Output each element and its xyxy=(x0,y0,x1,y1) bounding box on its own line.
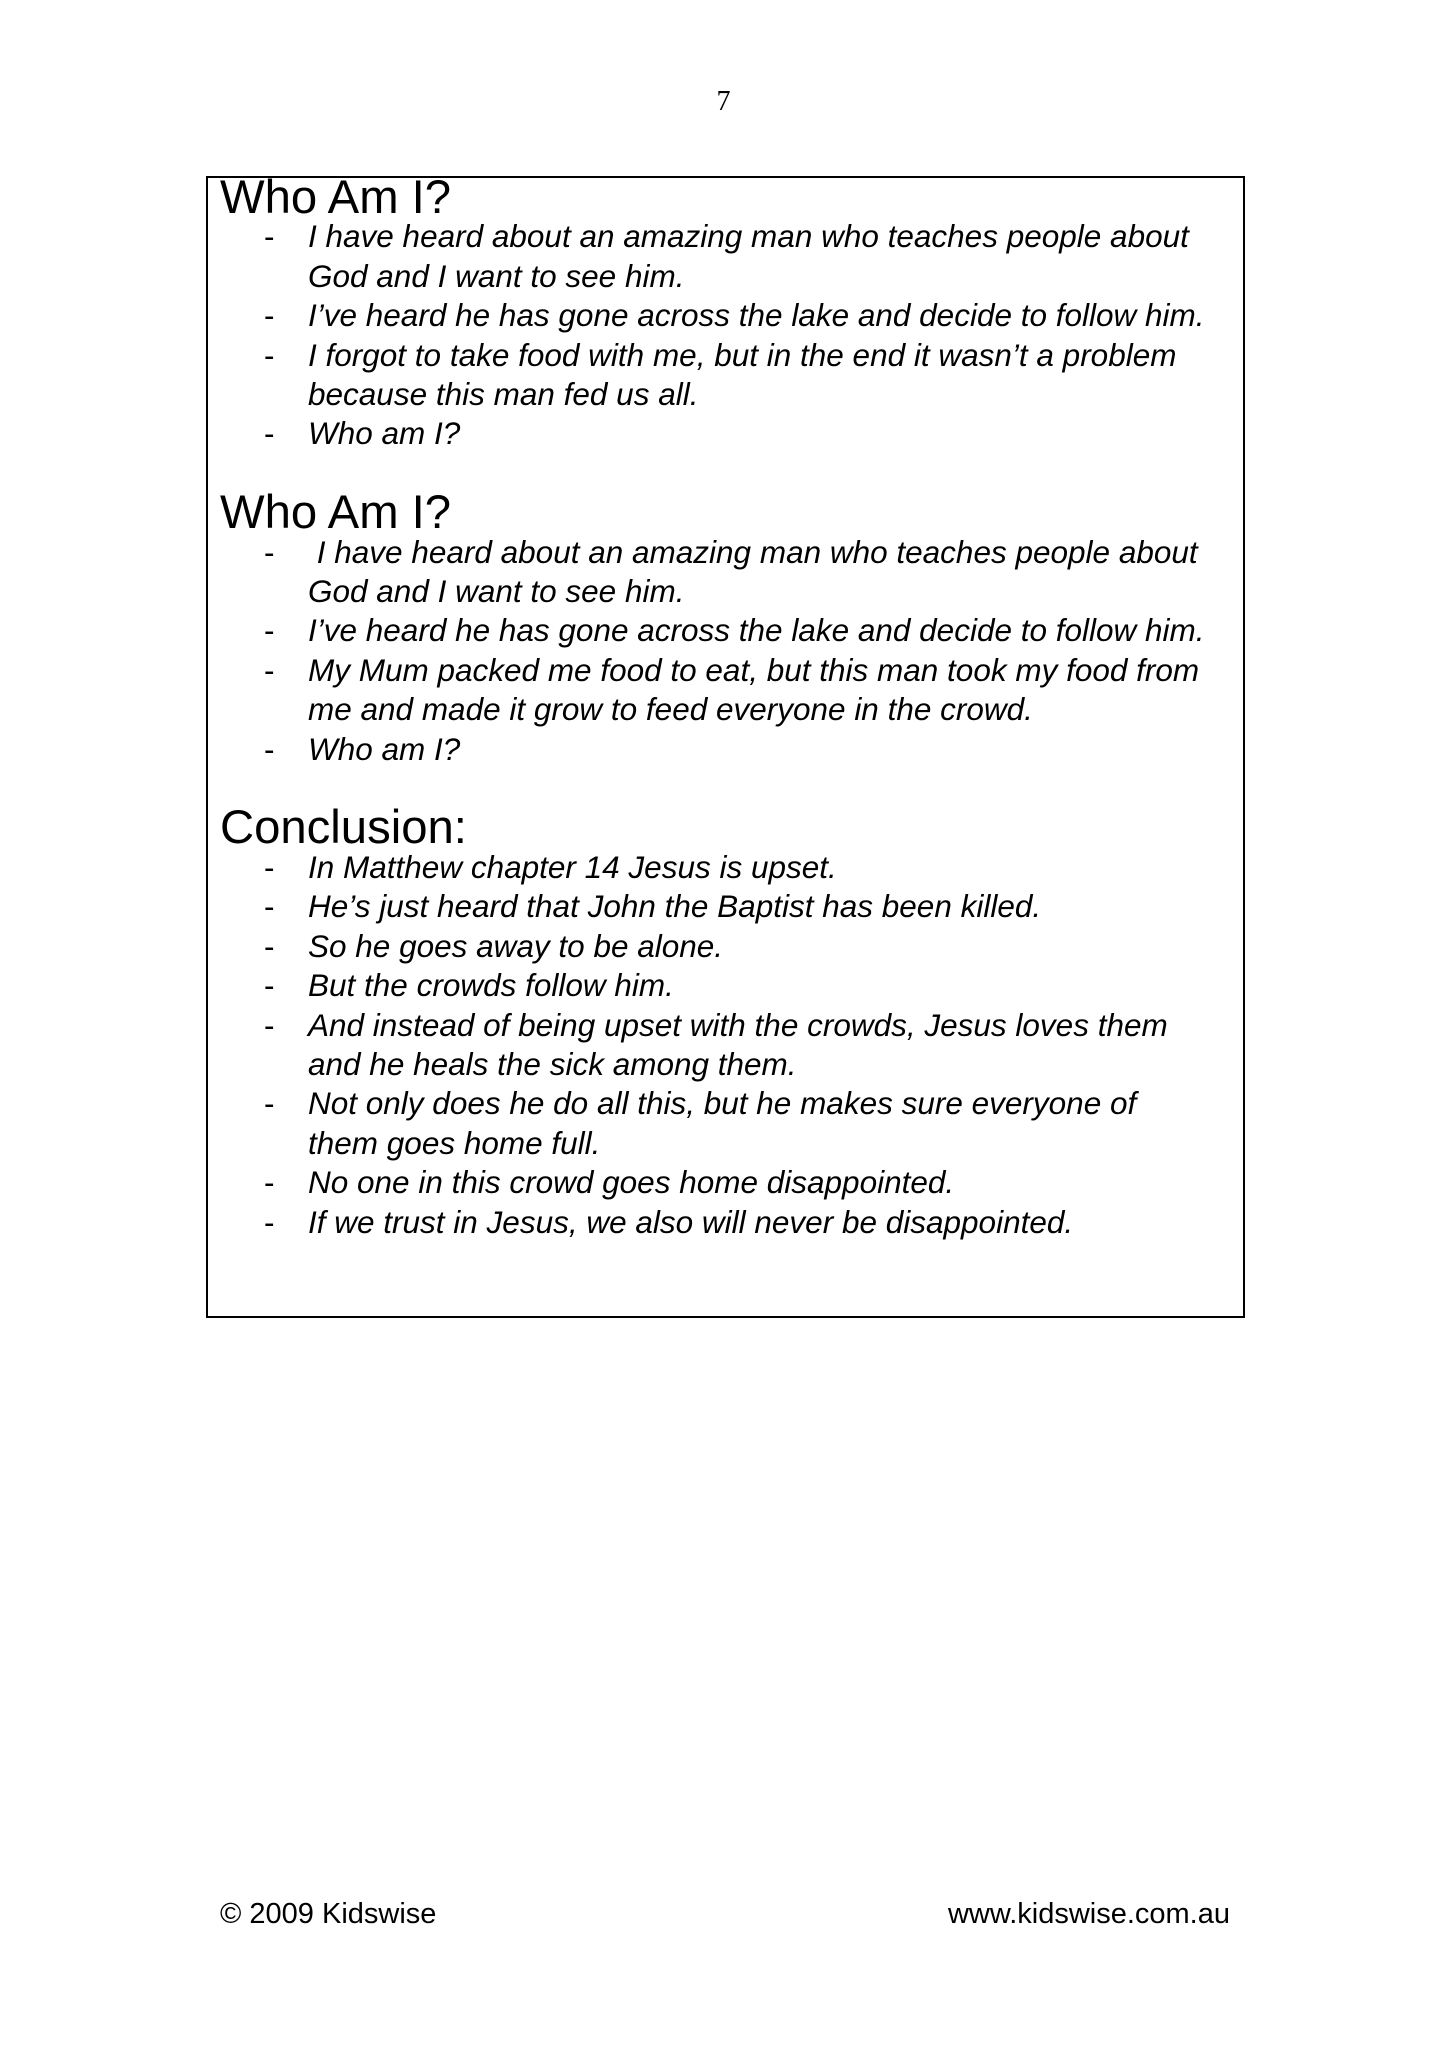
list-item-text: I have heard about an amazing man who teaches people about God and I want to see him. xyxy=(308,218,1189,294)
list-item-text: I have heard about an amazing man who teaches people about God and I want to see him. xyxy=(308,533,1207,610)
bullet-dash: - xyxy=(264,888,275,925)
footer-website: www.kidswise.com.au xyxy=(947,1898,1230,1930)
list-item-text: My Mum packed me food to eat, but this man took my food from me and made it grow to feed everyone in the crowd. xyxy=(308,651,1200,728)
footer-copyright: © 2009 Kidswise xyxy=(220,1898,437,1930)
list-item xyxy=(220,927,1209,966)
bullet-dash: - xyxy=(264,533,275,570)
bullet-dash: - xyxy=(264,218,275,255)
content-box xyxy=(206,171,1245,1318)
list-item-text: I’ve heard he has gone across the lake and decide to follow him. xyxy=(308,612,1205,649)
list-item-text: No one in this crowd goes home disappointed. xyxy=(308,1164,955,1201)
list-item xyxy=(220,296,1209,335)
list-item xyxy=(220,414,1209,453)
section-who-am-i-1 xyxy=(220,171,1209,454)
bullet-dash: - xyxy=(264,967,275,1004)
list-item xyxy=(220,1006,1209,1085)
list-item xyxy=(220,651,1209,730)
bullet-dash: - xyxy=(264,1085,275,1122)
section-conclusion xyxy=(220,801,1209,1241)
list-item-text: But the crowds follow him. xyxy=(308,967,674,1004)
section-heading: Conclusion: xyxy=(220,801,467,855)
list-item xyxy=(220,1163,1209,1202)
section-heading: Who Am I? xyxy=(220,171,452,224)
bullet-list xyxy=(220,848,1209,1242)
list-item-text: Not only does he do all this, but he makes sure everyone of them goes home full. xyxy=(308,1085,1137,1161)
list-item xyxy=(220,1084,1209,1163)
list-item xyxy=(220,336,1209,415)
list-item xyxy=(220,730,1209,769)
bullet-dash: - xyxy=(264,297,275,334)
section-heading: Who Am I? xyxy=(220,486,452,540)
list-item-text: Who am I? xyxy=(308,415,461,452)
section-who-am-i-2 xyxy=(220,486,1209,769)
list-item-text: And instead of being upset with the crowds, Jesus loves them and he heals the sick among them. xyxy=(308,1006,1168,1082)
list-item-text: If we trust in Jesus, we also will never be disappointed. xyxy=(308,1203,1074,1240)
bullet-dash: - xyxy=(264,927,275,964)
bullet-dash: - xyxy=(264,730,275,767)
bullet-dash: - xyxy=(264,848,275,885)
bullet-dash: - xyxy=(264,1203,275,1240)
list-item xyxy=(220,611,1209,650)
list-item xyxy=(220,887,1209,926)
list-item-text: I forgot to take food with me, but in the end it wasn’t a problem because this man fed us all. xyxy=(308,336,1177,413)
list-item-text: So he goes away to be alone. xyxy=(308,927,724,964)
list-item-text: I’ve heard he has gone across the lake and decide to follow him. xyxy=(308,297,1205,334)
bullet-list xyxy=(220,533,1209,769)
list-item xyxy=(220,848,1209,887)
bullet-dash: - xyxy=(264,336,275,373)
list-item-text: Who am I? xyxy=(308,730,461,767)
bullet-dash: - xyxy=(264,651,275,688)
bullet-dash: - xyxy=(264,1006,275,1043)
list-item xyxy=(220,533,1209,612)
bullet-dash: - xyxy=(264,1164,275,1201)
list-item xyxy=(220,217,1209,296)
list-item xyxy=(220,1203,1209,1242)
bullet-dash: - xyxy=(264,612,275,649)
list-item-text: He’s just heard that John the Baptist has been killed. xyxy=(308,888,1042,925)
list-item-text: In Matthew chapter 14 Jesus is upset. xyxy=(308,848,837,885)
list-item xyxy=(220,966,1209,1005)
page-number: 7 xyxy=(716,86,731,117)
bullet-list xyxy=(220,217,1209,453)
bullet-dash: - xyxy=(264,415,275,452)
